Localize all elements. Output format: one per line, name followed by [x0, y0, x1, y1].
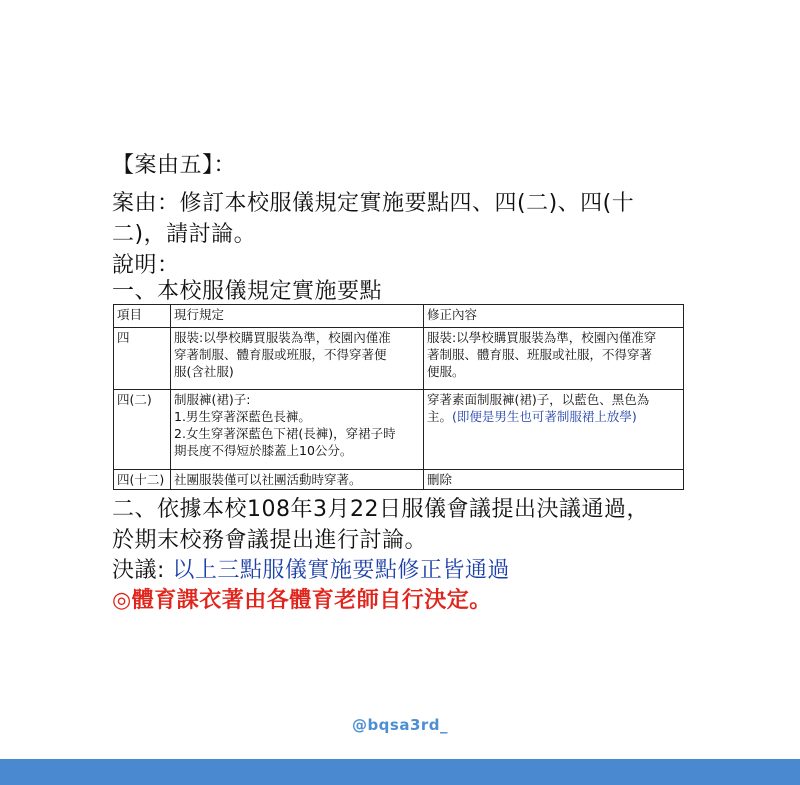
account-watermark: @bqsa3rd_ — [351, 716, 449, 734]
row-revised — [424, 390, 684, 470]
resolution — [112, 557, 510, 585]
rules-table — [113, 304, 684, 490]
cell-line: 1.男生穿著深藍色長褲。 — [174, 409, 311, 424]
bottom-bar — [0, 759, 800, 785]
cell-line: 服裝:以學校購買服裝為準，校園內僅准穿 — [427, 330, 657, 345]
section-2-line-1: 二、依據本校108年3月22日服儀會議提出決議通過， — [112, 497, 649, 522]
case-line-2: 二)，請討論。 — [112, 222, 257, 247]
row-current — [171, 470, 424, 490]
row-revised — [424, 328, 684, 390]
cell-line: 2.女生穿著深藍色下裙(長褲)，穿裙子時 — [174, 426, 396, 441]
cell-line: 期長度不得短於膝蓋上10公分。 — [174, 443, 353, 458]
cell-line: 社團服裝僅可以社團活動時穿著。 — [174, 472, 362, 487]
header-item: 項目 — [114, 305, 171, 328]
table-row — [114, 470, 684, 490]
pe-attire-note: ◎體育課衣著由各體育老師自行決定。 — [112, 588, 492, 613]
table-row — [114, 390, 684, 470]
revised-note: (即便是男生也可著制服裙上放學) — [452, 409, 637, 424]
section-1-title: 一、本校服儀規定實施要點 — [112, 279, 383, 304]
table-row — [114, 328, 684, 390]
row-current — [171, 328, 424, 390]
cell-text: 主。 — [427, 409, 453, 424]
row-current — [171, 390, 424, 470]
cell-line — [427, 408, 680, 425]
row-item: 四 — [114, 328, 171, 390]
cell-line: 便服。 — [427, 364, 465, 379]
cell-line: 刪除 — [427, 472, 453, 487]
cell-line: 服裝:以學校購買服裝為準，校園內僅准 — [174, 330, 391, 345]
cell-line: 制服褲(裙)子: — [174, 392, 251, 407]
explain-label: 說明： — [112, 253, 180, 278]
header-revised: 修正內容 — [424, 305, 684, 328]
table-header-row — [114, 305, 684, 328]
row-item: 四(十二) — [114, 470, 171, 490]
resolution-label: 決議: — [112, 558, 173, 583]
resolution-text: 以上三點服儀實施要點修正皆通過 — [172, 558, 510, 583]
header-current: 現行規定 — [171, 305, 424, 328]
row-revised — [424, 470, 684, 490]
cell-line: 服(含社服) — [174, 364, 234, 379]
section-2-line-2: 於期末校務會議提出進行討論。 — [112, 528, 428, 553]
row-item: 四(二) — [114, 390, 171, 470]
cell-line: 著制服、體育服、班服或社服，不得穿著 — [427, 347, 653, 362]
case-heading: 【案由五】： — [112, 153, 237, 178]
case-line-1: 案由：修訂本校服儀規定實施要點四、四(二)、四(十 — [112, 191, 635, 216]
cell-line: 穿著素面制服褲(裙)子，以藍色、黑色為 — [427, 392, 650, 407]
cell-line: 穿著制服、體育服或班服，不得穿著便 — [174, 347, 387, 362]
